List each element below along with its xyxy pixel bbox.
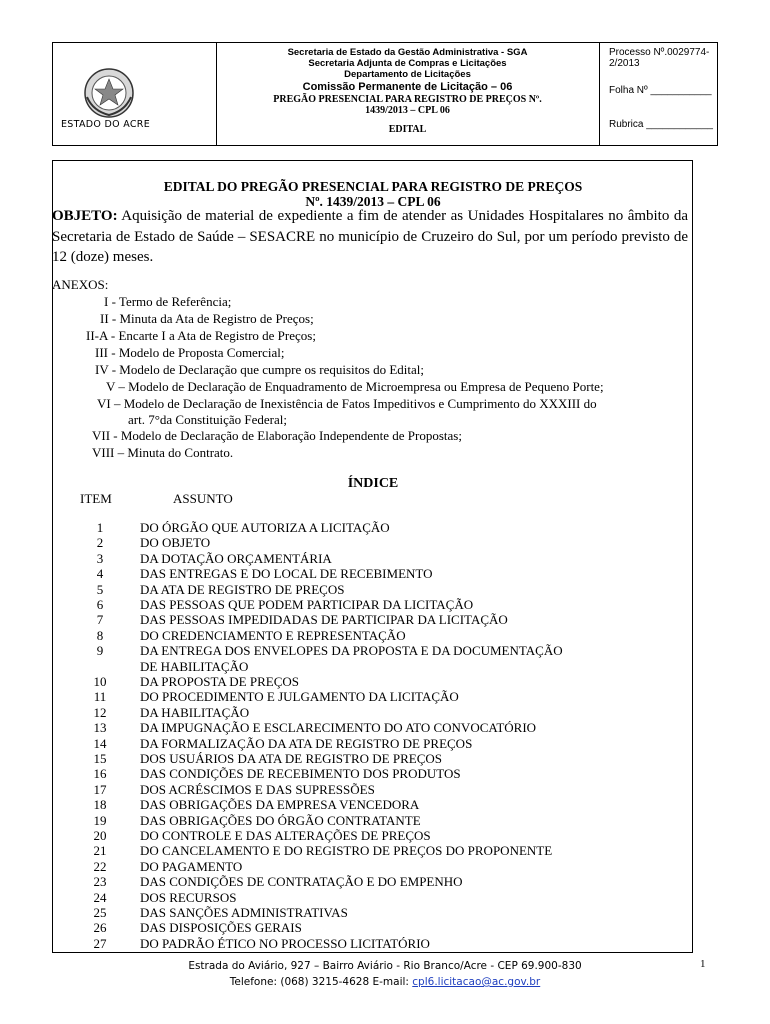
objeto-text: Aquisição de material de expediente a fim de atender as Unidades Hospitalares no âmbito da Secretaria de Estado de Saúde – SESACRE no município de Cruzeiro do Sul, por um período previsto de 12 (doze) meses. [52, 208, 688, 265]
anexo-item: art. 7°da Constituição Federal; [128, 412, 287, 427]
objeto-label: OBJETO: [52, 208, 118, 224]
col-item-header: ITEM [80, 491, 112, 506]
item-number: 9 [96, 643, 104, 659]
item-subject: DOS RECURSOS [140, 889, 237, 905]
header-title-cell [216, 43, 600, 145]
item-subject: DE HABILITAÇÃO [140, 658, 249, 674]
anexo-item: I - Termo de Referência; [104, 294, 232, 309]
item-subject: DO CANCELAMENTO E DO REGISTRO DE PREÇOS DO PROPONENTE [140, 843, 553, 859]
item-number: 4 [96, 566, 104, 582]
header-line-departamento: Departamento de Licitações [344, 69, 471, 80]
page-number: 1 [700, 958, 706, 970]
item-subject: DA HABILITAÇÃO [140, 704, 250, 720]
item-subject: DOS ACRÉSCIMOS E DAS SUPRESSÕES [140, 781, 375, 797]
item-subject: DOS USUÁRIOS DA ATA DE REGISTRO DE PREÇOS [140, 751, 442, 766]
item-subject: DAS ENTREGAS E DO LOCAL DE RECEBIMENTO [140, 566, 433, 582]
item-number: 11 [93, 689, 107, 705]
item-number: 12 [93, 704, 107, 720]
item-number: 5 [96, 581, 104, 597]
item-subject: DO PROCEDIMENTO E JULGAMENTO DA LICITAÇÃO [140, 689, 459, 705]
item-subject: DA PROPOSTA DE PREÇOS [140, 674, 299, 689]
item-subject: DA FORMALIZAÇÃO DA ATA DE REGISTRO DE PREÇOS [140, 735, 473, 751]
item-subject: DA ENTREGA DOS ENVELOPES DA PROPOSTA E DA DOCUMENTAÇÃO [140, 643, 563, 659]
header-comissao: Comissão Permanente de Licitação – 06 [302, 81, 513, 93]
anexo-item: IV - Modelo de Declaração que cumpre os requisitos do Edital; [95, 362, 424, 377]
item-number: 24 [93, 889, 107, 905]
item-subject: DAS DISPOSIÇÕES GERAIS [140, 920, 302, 936]
anexo-item: VII - Modelo de Declaração de Elaboração Independente de Propostas; [92, 428, 462, 443]
anexo-item: II-A - Encarte I a Ata de Registro de Preços; [86, 328, 316, 343]
item-number: 15 [93, 751, 107, 766]
footer-phone: Telefone: (068) 3215-4628 E-mail: [229, 976, 413, 988]
item-number: 2 [96, 535, 104, 551]
item-subject: DA ATA DE REGISTRO DE PREÇOS [140, 581, 345, 597]
anexo-item: II - Minuta da Ata de Registro de Preços; [100, 311, 314, 326]
item-subject: DA DOTAÇÃO ORÇAMENTÁRIA [140, 550, 332, 566]
item-subject: DAS CONDIÇÕES DE CONTRATAÇÃO E DO EMPENHO [140, 874, 463, 890]
item-subject: DAS OBRIGAÇÕES DA EMPRESA VENCEDORA [140, 797, 420, 813]
anexos-label: ANEXOS: [52, 277, 109, 292]
item-number: 20 [93, 828, 107, 843]
document-header [52, 42, 718, 146]
estado-label: ESTADO DO ACRE [61, 119, 150, 130]
item-subject: DO PADRÃO ÉTICO NO PROCESSO LICITATÓRIO [140, 935, 430, 951]
processo-number: Processo Nº.0029774-2/2013 [609, 47, 710, 69]
item-number: 16 [93, 766, 107, 782]
col-assunto-header: ASSUNTO [173, 491, 233, 506]
header-pregao-line1: PREGÃO PRESENCIAL PARA REGISTRO DE PREÇOS Nº. [273, 94, 542, 105]
item-number: 8 [96, 627, 104, 643]
anexo-item: V – Modelo de Declaração de Enquadramento de Microempresa ou Empresa de Pequeno Porte; [106, 379, 604, 394]
item-number: 10 [93, 674, 107, 689]
item-subject: DAS OBRIGAÇÕES DO ÓRGÃO CONTRATANTE [140, 812, 421, 828]
item-subject: DO OBJETO [140, 535, 211, 551]
rubrica-field: Rubrica ____________ [609, 119, 713, 130]
item-number: 14 [93, 735, 107, 751]
item-number: 25 [93, 905, 107, 920]
header-pregao-line2: 1439/2013 – CPL 06 [365, 105, 450, 116]
anexo-item: VIII – Minuta do Contrato. [92, 445, 234, 460]
item-number: 1 [96, 520, 104, 535]
folha-field: Folha Nº ___________ [609, 85, 712, 96]
item-number: 26 [93, 920, 107, 936]
item-subject: DO ÓRGÃO QUE AUTORIZA A LICITAÇÃO [140, 520, 390, 535]
header-process-cell [599, 43, 717, 145]
item-subject: DO CONTROLE E DAS ALTERAÇÕES DE PREÇOS [140, 828, 431, 843]
objeto-paragraph [52, 206, 688, 268]
item-subject: DA IMPUGNAÇÃO E ESCLARECIMENTO DO ATO CONVOCATÓRIO [140, 720, 537, 736]
header-line-sga: Secretaria de Estado da Gestão Administrativa - SGA [287, 47, 528, 58]
header-edital: EDITAL [388, 124, 427, 135]
item-subject: DAS PESSOAS IMPEDIDADAS DE PARTICIPAR DA LICITAÇÃO [140, 612, 508, 628]
footer-email-link[interactable]: cpl6.licitacao@ac.gov.br [412, 976, 541, 988]
item-number: 13 [93, 720, 107, 736]
item-number: 23 [93, 874, 107, 890]
item-number: 19 [93, 812, 107, 828]
item-subject: DO CREDENCIAMENTO E REPRESENTAÇÃO [140, 627, 406, 643]
item-number: 3 [96, 550, 104, 566]
footer-address: Estrada do Aviário, 927 – Bairro Aviário - Rio Branco/Acre - CEP 69.900-830 [188, 960, 582, 972]
edital-title: EDITAL DO PREGÃO PRESENCIAL PARA REGISTRO DE PREÇOS [163, 179, 583, 194]
item-number: 22 [93, 858, 107, 874]
anexo-item: III - Modelo de Proposta Comercial; [95, 345, 285, 360]
item-number: 18 [93, 797, 107, 813]
edital-number: Nº. 1439/2013 – CPL 06 [305, 194, 441, 209]
footer-contact [0, 976, 770, 988]
item-subject: DAS CONDIÇÕES DE RECEBIMENTO DOS PRODUTOS [140, 766, 461, 782]
item-number: 17 [93, 781, 107, 797]
anexo-item: VI – Modelo de Declaração de Inexistência de Fatos Impeditivos e Cumprimento do XXXIII do [97, 396, 597, 411]
item-number: 21 [93, 843, 107, 859]
header-line-compras: Secretaria Adjunta de Compras e Licitações [308, 58, 507, 69]
header-logo-cell [53, 43, 217, 145]
item-subject: DO PAGAMENTO [140, 858, 243, 874]
item-number: 27 [93, 935, 107, 951]
item-subject: DAS PESSOAS QUE PODEM PARTICIPAR DA LICITAÇÃO [140, 597, 474, 612]
item-number: 7 [96, 612, 104, 628]
item-number: 6 [96, 597, 104, 612]
item-subject: DAS SANÇÕES ADMINISTRATIVAS [140, 905, 348, 920]
state-seal-icon [83, 67, 135, 119]
indice-title: ÍNDICE [347, 476, 399, 491]
